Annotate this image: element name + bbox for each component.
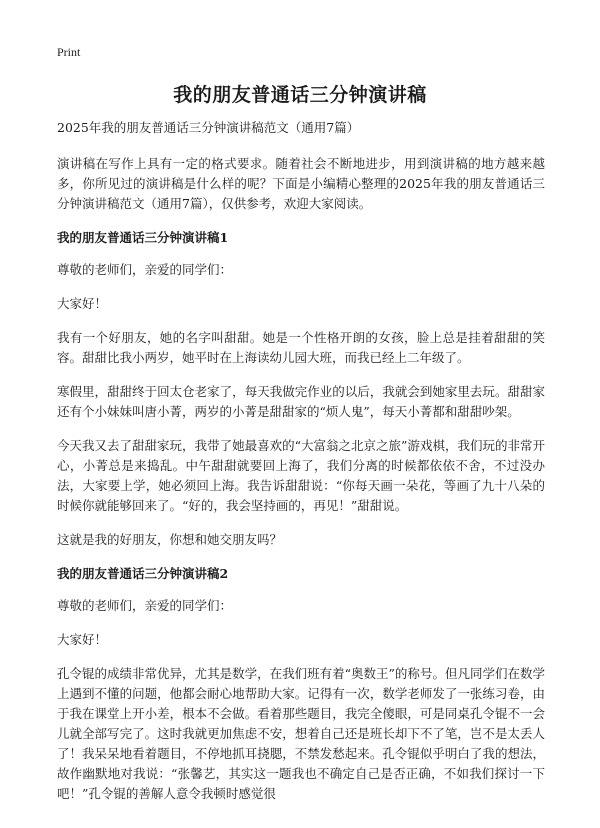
paragraph: 寒假里，甜甜终于回太仓老家了，每天我做完作业的以后，我就会到她家里去玩。甜甜家还有个小妹妹叫唐小菁，两岁的小菁是甜甜家的“烦人鬼”，每天小菁都和甜甜吵架。 [57, 384, 545, 419]
page-title: 我的朋友普通话三分钟演讲稿 [173, 84, 427, 106]
paragraph: 尊敬的老师们，亲爱的同学们： [57, 262, 233, 277]
paragraph: 这就是我的好朋友，你想和她交朋友吗？ [57, 532, 283, 547]
paragraph: 孔令锟的成绩非常优异，尤其是数学，在我们班有着“奥数王”的称号。但凡同学们在数学上遇到不懂的问题，他都会耐心地帮助大家。记得有一次，数学老师发了一张练习卷，由于我在课堂上开小差，根本不会做。看着那些题目，我完全傻眼，可是同桌孔令锟不一会儿就全部写完了。这时我就更加焦虑不安，想着自己还是班长却下不了笔，岂不是太丢人了！我呆呆地看着题目，不停地抓耳挠腮，不禁发愁起来。孔令锟似乎明白了我的想法，故作幽默地对我说：“张馨艺，其实这一题我也不确定自己是否正确，不如我们探讨一下吧！”孔令锟的善解人意令我顿时感觉很 [57, 666, 545, 801]
paragraph: 我有一个好朋友，她的名字叫甜甜。她是一个性格开朗的女孩，脸上总是挂着甜甜的笑容。甜甜比我小两岁，她平时在上海读幼儿园大班，而我已经上二年级了。 [57, 330, 545, 365]
paragraph: 大家好！ [57, 632, 108, 647]
document-subtitle: 2025年我的朋友普通话三分钟演讲稿范文（通用7篇） [57, 120, 360, 135]
paragraph: 今天我又去了甜甜家玩，我带了她最喜欢的“大富翁之北京之旅”游戏棋，我们玩的非常开心，小菁总是来捣乱。中午甜甜就要回上海了，我们分离的时候都依依不舍，不过没办法，大家要上学，她必须回上海。我告诉甜甜说：“你每天画一朵花，等画了九十八朵的时候你就能够回来了。“好的，我会坚持画的，再见！”甜甜说。 [57, 438, 545, 513]
paragraph: 尊敬的老师们，亲爱的同学们： [57, 598, 233, 613]
paragraph: 大家好！ [57, 296, 108, 311]
document-body [57, 118, 545, 818]
section-heading: 我的朋友普通话三分钟演讲稿1 [57, 230, 229, 245]
intro-paragraph: 演讲稿在写作上具有一定的格式要求。随着社会不断地进步，用到演讲稿的地方越来越多，你所见过的演讲稿是什么样的呢？下面是小编精心整理的2025年我的朋友普通话三分钟演讲稿范文（通用7篇），仅供参考，欢迎大家阅读。 [57, 156, 545, 211]
print-link[interactable]: Print [57, 45, 81, 59]
section-heading: 我的朋友普通话三分钟演讲稿2 [57, 566, 229, 581]
